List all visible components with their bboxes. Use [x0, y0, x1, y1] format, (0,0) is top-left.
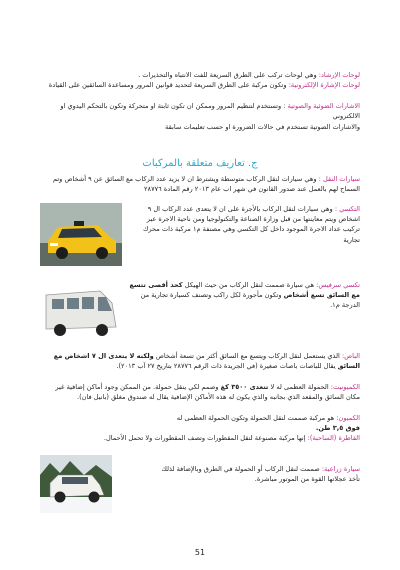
section-title: ج. تعاريف متعلقة بالمركبات [142, 158, 258, 169]
light-sound-signals: الاشارات الضوئية والصوتية : وتستخدم لتنظيم المرور وممكن ان تكون ثابتة او متحركة وتكون بالتحكم اليدوي او الالكتروني [60, 102, 360, 121]
truck-weight: فوق ٣,٥ طن. [315, 424, 360, 432]
pickup-text: الكميونيت: الحمولة العظمى له لا تتعدى ٣٥٠٠ كغ وصمم لكي ينقل حمولة. من الممكن وجود أماكن إضافية غير مكان السائق والمقعد الذي بجانبه والذي يكون له هذه الأماكن الإضافية يقال له صندوق مغلق (بانيل فان). [55, 383, 360, 402]
truck-text: الكميون: هو مركبة صممت لنقل الحمولة وتكون الحمولة العظمى له [176, 414, 360, 422]
farm-vehicle-image [40, 455, 112, 513]
tractor-text: القاطرة (الساحبة): إنها مركبة مصنوعة لنقل المقطورات وتصف المقطورات ولا تحمل الأحمال. [103, 434, 360, 442]
guidance-signs: لوحات الإرشاد: وهي لوحات تركب على الطرق السريعة للفت الانتباه والتحذيرات . [138, 71, 360, 79]
taxi-image [40, 203, 122, 266]
page-number: 51 [194, 548, 206, 557]
taxi-text: التكسي : وهي سيارات لنقل الركاب بالأجرة على ان لا يتعدى عدد الركاب ال ٩ اشخاص ويتم معاينتها من قبل وزارة الصناعة والتكنولوجيا ومن ناحية الاجرة عبر تركيب عداد الاجرة الموجود داخل كل التكسي وهي مصنفة م١ مركبة ذات محرك تجارية [142, 205, 360, 244]
sound-signals-note: والاشارات الصوتية تستخدم في حالات الضرورة او حسب تعليمات سابقة [165, 123, 360, 131]
bus-text: الباص: الذي يستعمل لنقل الركاب ويتسع مع السائق أكثر من تسعة أشخاص ولكنه لا يتعدى ال ٧ اشخاص مع السائق يقال للباصات باصات صغيرة (في الجريدة ذات الرقم ٢٨٧٧٦ بتاريخ ٢٧ آب ٢٠١٣). [53, 352, 360, 371]
service-taxi-text: تكسي سرفيس: هي سيارة صممت لنقل الركاب من حيث الهيكل كحد أقصى تتسع مع السائق تسع أشخاص وتكون مأجورة لكل راكب وتصنف كسيارة تجارية من الدرجة م١. [129, 281, 360, 310]
farm-vehicle-text: سيارة زراعية: صممت لنقل الركاب أو الحمولة في الطرق وبالإضافة لذلك تأخذ عجلاتها القوة من الموتور مباشرة. [161, 465, 360, 484]
transport-cars: سيارات النقل : وهي سيارات لنقل الركاب متوسطة ويشترط ان لا يزيد عدد الركاب مع السائق عن ٩ أشخاص وتم السماح لهم بالعمل عند صدور القانون في شهر اب عام ٢٠١٣ رقم المادة ٢٨٧٧٦ [52, 175, 360, 194]
page-content [40, 70, 360, 570]
electronic-signs: لوحات الإشارة الإلكترونية: وتكون مركبة على الطرق السريعة لتحديد قوانين المرور ومساعدة السائقين على القيادة [48, 81, 360, 89]
minivan-image [40, 281, 122, 343]
